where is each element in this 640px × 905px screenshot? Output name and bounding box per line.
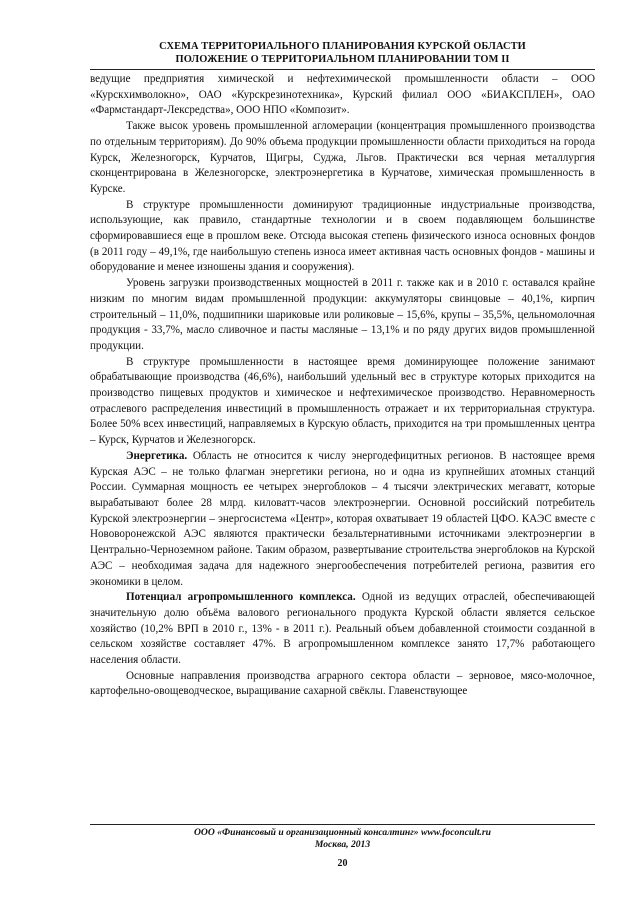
paragraph-text: Также высок уровень промышленной агломерации (концентрация промышленного производства по отдельным территориям). До 90% объема продукции промышленности области приходиться на города Курск, Железногорск, Курчатов, Щигры, Суджа, Льгов. Практически вся черная металлургия сконцентрирована в Железногорске, электроэнергетика в Курчатове, химическая промышленность в Курске. xyxy=(90,120,595,195)
paragraph-text: Основные направления производства аграрного сектора области – зерновое, мясо-молочное, картофельно-овощеводческое, выращивание сахарной свёклы. Главенствующее xyxy=(90,669,595,698)
header-divider xyxy=(90,69,595,70)
paragraph-agro xyxy=(90,590,595,669)
paragraph xyxy=(90,669,595,700)
footer-company: ООО «Финансовый и организационный консалтинг» www.foconcult.ru xyxy=(193,827,492,838)
footer-place-year: Москва, 2013 xyxy=(314,839,371,850)
running-footer xyxy=(90,827,595,851)
paragraph xyxy=(90,355,595,449)
paragraph-text: Область не относится к числу энергодефицитных регионов. В настоящее время Курская АЭС – не только флагман энергетики региона, но и одна из крупнейших атомных станций России. Суммарная мощность ее четырех энергоблоков – 4 тысячи электрических мегаватт, которые вырабатывают более 28 млрд. киловатт-часов электроэнергии. Основной российский потребитель Курской электроэнергии – энергосистема «Центр», которая охватывает 19 областей ЦФО. КАЭС вместе с Нововоронежской АЭС являются практически безальтернативными источниками электроэнергии в Центрально-Черноземном районе. Таким образом, развертывание строительства энергоблоков на Курской АЭС – необходимая задача для надежного энергообеспечения потребителей региона, развития его экономики в целом. xyxy=(90,449,595,588)
header-title: СХЕМА ТЕРРИТОРИАЛЬНОГО ПЛАНИРОВАНИЯ КУРСКОЙ ОБЛАСТИ xyxy=(159,41,526,52)
paragraph-energy xyxy=(90,449,595,590)
footer-divider xyxy=(90,824,595,825)
paragraph-text: ведущие предприятия химической и нефтехимической промышленности области – ООО «Курскхимволокно», ОАО «Курскрезинотехника», Курский филиал ООО «БИАКСПЛЕН», ОАО «Фармстандарт-Лексредства», ООО НПО «Композит». xyxy=(90,73,595,117)
paragraph-text: Одной из ведущих отраслей, обеспечивающей значительную долю объёма валового регионального продукта Курской области является сельское хозяйство (10,2% ВРП в 2010 г., 13% - в 2011 г.). Реальный объем добавленной стоимости созданной в сельском хозяйстве составляет 47%. В агропромышленном комплексе занято 17,7% работающего населения области. xyxy=(90,591,595,667)
running-header xyxy=(90,41,595,66)
paragraph-text: В структуре промышленности в настоящее время доминирующее положение занимают обрабатывающие производства (46,6%), наибольший удельный вес в структуре которых приходится на производство пищевых продуктов и химическое и нефтехимическое производство. Неравномерность отраслевого распределения инвестиций в промышленность отражает и их территориальная структура. Более 50% всех инвестиций, направляемых в Курскую область, приходится на три промышленных центра – Курск, Курчатов и Железногорск. xyxy=(90,355,595,447)
section-lead: Потенциал агропромышленного комплекса. xyxy=(126,591,356,604)
header-subtitle: ПОЛОЖЕНИЕ О ТЕРРИТОРИАЛЬНОМ ПЛАНИРОВАНИИ ТОМ II xyxy=(175,53,510,65)
document-body xyxy=(90,72,595,700)
paragraph xyxy=(90,72,595,119)
paragraph xyxy=(90,119,595,198)
paragraph-text: Уровень загрузки производственных мощностей в 2011 г. также как и в 2010 г. оставался крайне низким по многим видам промышленной продукции: аккумуляторы свинцовые – 40,1%, кирпич строительный – 11,0%, подшипники шариковые или роликовые – 15,6%, крупы – 35,5%, цельномолочная продукция - 33,7%, масло сливочное и пасты масляные – 13,1% и по ряду других видов промышленной продукции. xyxy=(90,277,595,352)
paragraph-text: В структуре промышленности доминируют традиционные индустриальные производства, использующие, как правило, стандартные технологии и в своем подавляющем большинстве сформировавшиеся еще в прошлом веке. Отсюда высокая степень физического износа основных фондов (в 2011 году – 49,1%, где наибольшую степень износа имеет активная часть основных фондов - машины и оборудование и менее изношены здания и сооружения). xyxy=(90,198,595,274)
page-number: 20 xyxy=(337,858,348,869)
paragraph xyxy=(90,198,595,277)
paragraph xyxy=(90,276,595,355)
section-lead: Энергетика. xyxy=(126,449,188,462)
